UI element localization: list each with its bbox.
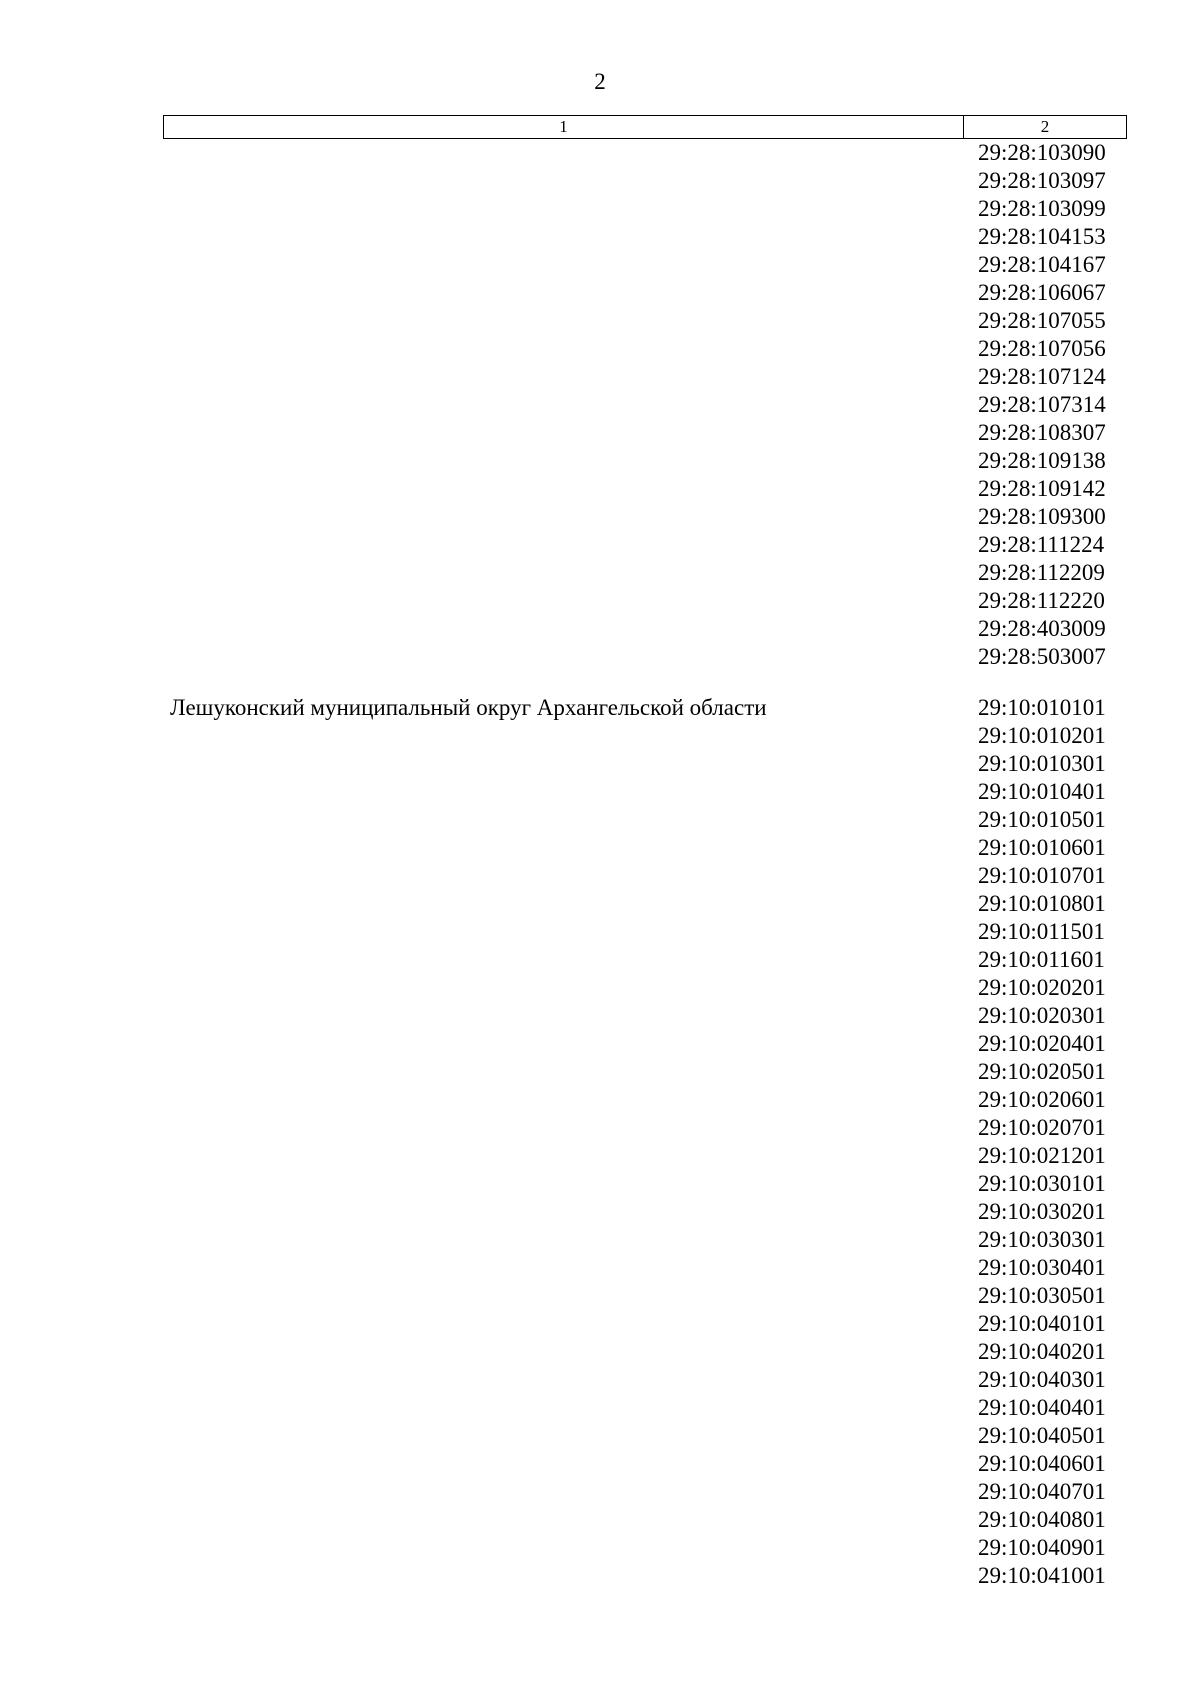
- cadastral-code: 29:10:030501: [978, 1283, 1106, 1308]
- cadastral-code: 29:28:112209: [978, 560, 1105, 585]
- page-number: 2: [594, 69, 606, 94]
- cadastral-code: 29:10:040701: [978, 1479, 1106, 1504]
- cadastral-code: 29:28:109142: [978, 476, 1106, 501]
- district-name: Лешуконский муниципальный округ Архангельской области: [170, 695, 767, 720]
- cadastral-code: 29:28:103099: [978, 196, 1106, 221]
- cadastral-code: 29:10:010701: [978, 863, 1106, 888]
- cadastral-code: 29:28:108307: [978, 420, 1106, 445]
- cadastral-code: 29:28:107056: [978, 336, 1106, 361]
- cadastral-code: 29:10:020601: [978, 1087, 1106, 1112]
- cadastral-code: 29:28:109300: [978, 504, 1106, 529]
- cadastral-code: 29:28:103097: [978, 168, 1106, 193]
- cadastral-code: 29:28:103090: [978, 140, 1106, 165]
- cadastral-code: 29:10:030301: [978, 1227, 1106, 1252]
- cadastral-code: 29:10:011501: [978, 919, 1105, 944]
- cadastral-code: 29:10:020401: [978, 1031, 1106, 1056]
- cadastral-code: 29:10:030101: [978, 1171, 1106, 1196]
- column-2-header: 2: [1040, 117, 1050, 136]
- cadastral-code: 29:10:030401: [978, 1255, 1106, 1280]
- cadastral-code: 29:10:010601: [978, 835, 1106, 860]
- cadastral-code: 29:28:104153: [978, 224, 1106, 249]
- cadastral-code: 29:28:107314: [978, 392, 1106, 417]
- cadastral-code: 29:10:040901: [978, 1535, 1106, 1560]
- cadastral-code: 29:10:040601: [978, 1451, 1106, 1476]
- cadastral-code: 29:28:503007: [978, 644, 1106, 669]
- cadastral-code: 29:10:010101: [978, 695, 1106, 720]
- cadastral-code: 29:28:111224: [978, 532, 1105, 557]
- cadastral-code: 29:10:020501: [978, 1059, 1106, 1084]
- cadastral-code: 29:10:040101: [978, 1311, 1106, 1336]
- cadastral-code: 29:10:010401: [978, 779, 1106, 804]
- cadastral-code: 29:28:403009: [978, 616, 1106, 641]
- cadastral-code: 29:10:010301: [978, 751, 1106, 776]
- cadastral-code: 29:10:010801: [978, 891, 1106, 916]
- cadastral-code: 29:28:104167: [978, 252, 1106, 277]
- cadastral-code: 29:10:020301: [978, 1003, 1106, 1028]
- cadastral-code: 29:10:040401: [978, 1395, 1106, 1420]
- column-1-header: 1: [164, 116, 964, 138]
- cadastral-code: 29:10:011601: [978, 947, 1105, 972]
- cadastral-code: 29:10:030201: [978, 1199, 1106, 1224]
- cadastral-code: 29:10:040801: [978, 1507, 1106, 1532]
- cadastral-code: 29:10:040301: [978, 1367, 1106, 1392]
- cadastral-code: 29:28:107124: [978, 364, 1106, 389]
- cadastral-code: 29:10:021201: [978, 1143, 1106, 1168]
- cadastral-code: 29:10:040201: [978, 1339, 1106, 1364]
- table-column-header: [163, 115, 1127, 139]
- cadastral-code-list-continued: [978, 139, 1118, 671]
- cadastral-code: 29:28:106067: [978, 280, 1106, 305]
- cadastral-code: 29:10:040501: [978, 1423, 1106, 1448]
- cadastral-code: 29:10:041001: [978, 1563, 1106, 1588]
- cadastral-code: 29:10:020201: [978, 975, 1106, 1000]
- cadastral-code: 29:10:020701: [978, 1115, 1106, 1140]
- cadastral-code-list-leshukonsky: [978, 694, 1118, 1590]
- cadastral-code: 29:28:107055: [978, 308, 1106, 333]
- cadastral-code: 29:10:010201: [978, 723, 1106, 748]
- cadastral-code: 29:10:010501: [978, 807, 1106, 832]
- cadastral-code: 29:28:109138: [978, 448, 1106, 473]
- cadastral-code: 29:28:112220: [978, 588, 1105, 613]
